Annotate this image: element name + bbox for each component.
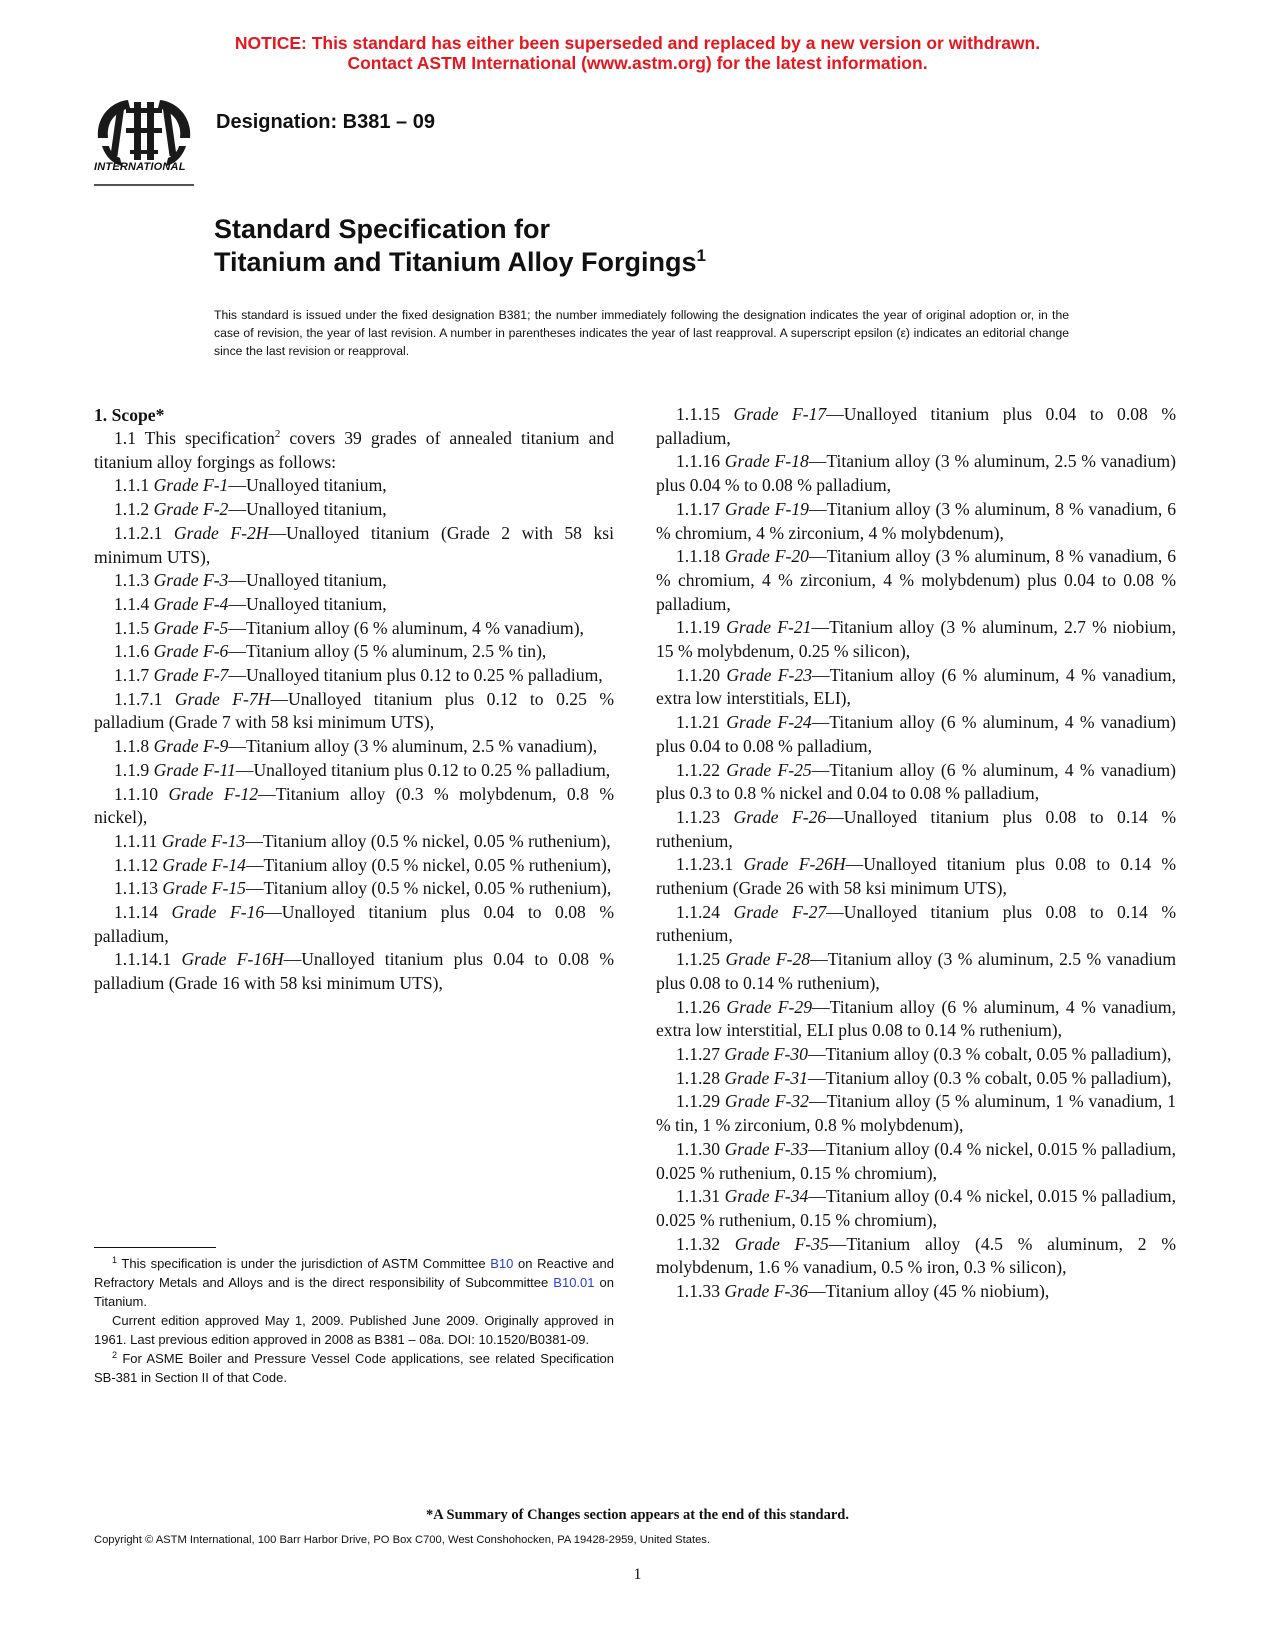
grade-item-number: 1.1.31 — [676, 1186, 720, 1207]
grade-name: Grade F-36 — [724, 1281, 808, 1302]
footnote-divider — [94, 1247, 216, 1248]
grade-name: Grade F-23 — [726, 664, 813, 685]
grade-item — [656, 1233, 1176, 1280]
footnote-2-text: For ASME Boiler and Pressure Vessel Code applications, see related Specification SB-381 in Section II of that Code. — [94, 1351, 614, 1385]
grade-description: —Titanium alloy (0.3 % cobalt, 0.05 % palladium), — [807, 1043, 1172, 1064]
grade-name: Grade F-14 — [162, 854, 246, 875]
grade-item — [656, 1090, 1176, 1137]
grade-item — [656, 901, 1176, 948]
grade-item — [656, 1280, 1176, 1304]
grade-item-number: 1.1.7.1 — [114, 688, 163, 709]
grade-name: Grade F-20 — [724, 546, 809, 567]
grade-name: Grade F-3 — [153, 570, 229, 591]
grade-name: Grade F-30 — [724, 1043, 808, 1064]
grade-description: —Titanium alloy (0.4 % nickel, 0.015 % palladium, 0.025 % ruthenium, 0.15 % chromium), — [656, 1186, 1176, 1230]
grade-description: —Unalloyed titanium (Grade 2 with 58 ksi minimum UTS), — [94, 522, 614, 567]
grade-item-number: 1.1.29 — [676, 1091, 720, 1112]
grade-item — [656, 403, 1176, 450]
grade-item — [656, 948, 1176, 995]
grade-item-number: 1.1.8 — [114, 736, 150, 757]
grade-name: Grade F-4 — [153, 593, 229, 614]
footnote-1 — [94, 1254, 614, 1311]
grade-name: Grade F-33 — [724, 1138, 809, 1159]
grade-item — [656, 450, 1176, 497]
grade-name: Grade F-25 — [726, 759, 812, 780]
grade-item — [656, 498, 1176, 545]
grade-description: —Titanium alloy (6 % aluminum, 4 % vanadium), — [228, 617, 584, 638]
title-line-2 — [214, 246, 706, 279]
grade-description: —Titanium alloy (45 % niobium), — [807, 1281, 1050, 1302]
grade-description: —Titanium alloy (0.5 % nickel, 0.05 % ruthenium), — [245, 830, 611, 851]
grade-item — [656, 1185, 1176, 1232]
grade-description: —Titanium alloy (0.3 % cobalt, 0.05 % palladium), — [807, 1067, 1172, 1088]
grade-item — [656, 1067, 1176, 1091]
grade-name: Grade F-16H — [181, 949, 284, 970]
grade-item-number: 1.1.10 — [114, 783, 158, 804]
grade-name: Grade F-6 — [153, 641, 229, 662]
grade-name: Grade F-11 — [153, 759, 236, 780]
notice-line-1: NOTICE: This standard has either been superseded and replaced by a new version or withdrawn. — [234, 33, 1041, 53]
grade-item-number: 1.1.12 — [114, 854, 158, 875]
grade-description: —Titanium alloy (3 % aluminum, 2.5 % vanadium), — [228, 736, 598, 757]
grade-item — [94, 474, 614, 498]
grade-item-number: 1.1.7 — [114, 665, 150, 686]
footnote-1-text-cont: on Reactive and Refractory Metals and Alloys and is the direct responsibility of Subcommittee — [94, 1256, 614, 1290]
grade-description: —Titanium alloy (3 % aluminum, 2.5 % vanadium) plus 0.04 % to 0.08 % palladium, — [656, 451, 1176, 496]
grade-description: —Unalloyed titanium plus 0.04 to 0.08 % palladium, — [94, 902, 614, 946]
grade-description: —Titanium alloy (6 % aluminum, 4 % vanadium) plus 0.3 to 0.8 % nickel and 0.04 to 0.08 % palladium, — [656, 759, 1176, 804]
grade-item — [94, 522, 614, 569]
section-heading-scope: 1. Scope* — [94, 405, 165, 425]
grade-description: —Titanium alloy (3 % aluminum, 2.5 % vanadium plus 0.08 to 0.14 % ruthenium), — [656, 949, 1177, 993]
grade-description: —Titanium alloy (0.4 % nickel, 0.015 % palladium, 0.025 % ruthenium, 0.15 % chromium), — [656, 1138, 1176, 1183]
grade-item — [94, 948, 614, 995]
grade-description: —Titanium alloy (6 % aluminum, 4 % vanadium, extra low interstitial, ELI plus 0.08 to 0.14 % ruthenium), — [656, 996, 1176, 1041]
grade-name: Grade F-15 — [162, 878, 246, 899]
grade-description: —Unalloyed titanium plus 0.08 to 0.14 % ruthenium, — [656, 806, 1176, 851]
grade-name: Grade F-13 — [161, 830, 246, 851]
grade-item-number: 1.1.27 — [676, 1043, 720, 1064]
grade-item-number: 1.1.5 — [114, 617, 150, 638]
grade-item-number: 1.1.11 — [114, 830, 158, 851]
grade-item — [94, 688, 614, 735]
grade-item — [656, 759, 1176, 806]
footnotes — [94, 1254, 614, 1387]
grade-description: —Unalloyed titanium plus 0.12 to 0.25 % palladium (Grade 7 with 58 ksi minimum UTS), — [94, 688, 614, 733]
grade-item — [656, 616, 1176, 663]
grade-item — [94, 877, 614, 901]
grade-item-number: 1.1.28 — [676, 1067, 720, 1088]
grade-item — [656, 711, 1176, 758]
footnote-1-edition: Current edition approved May 1, 2009. Published June 2009. Originally approved in 1961. Last previous edition approved in 2008 as B381 – 08a. DOI: 10.1520/B0381-09. — [94, 1313, 614, 1347]
grade-item-number: 1.1.3 — [114, 570, 150, 591]
grade-name: Grade F-34 — [724, 1186, 809, 1207]
grade-item — [94, 735, 614, 759]
grade-item-number: 1.1.13 — [114, 878, 158, 899]
grade-name: Grade F-9 — [153, 736, 229, 757]
grade-item-number: 1.1.23 — [676, 806, 720, 827]
designation: Designation: B381 – 09 — [216, 111, 435, 133]
grade-name: Grade F-32 — [724, 1091, 809, 1112]
scope-intro-text-cont: covers 39 grades of annealed titanium and titanium alloy forgings as follows: — [94, 428, 614, 472]
title-line-1: Standard Specification for — [214, 214, 551, 244]
grade-name: Grade F-7H — [174, 688, 271, 709]
grade-name: Grade F-28 — [725, 949, 811, 970]
footnote-1-text-end: on Titanium. — [94, 1275, 614, 1309]
grade-name: Grade F-18 — [724, 451, 809, 472]
grade-item — [94, 830, 614, 854]
title-line-2-text: Titanium and Titanium Alloy Forgings — [214, 247, 697, 277]
footnote-2-marker: 2 — [112, 1350, 118, 1360]
grade-name: Grade F-31 — [724, 1067, 808, 1088]
footnote-ref-2: 2 — [274, 428, 281, 440]
scope-intro-text: 1.1 This specification — [114, 428, 275, 448]
grade-description: —Unalloyed titanium, — [228, 475, 387, 496]
grade-item-number: 1.1.26 — [676, 996, 720, 1017]
title-footnote-ref: 1 — [696, 246, 706, 265]
grade-name: Grade F-21 — [726, 617, 812, 638]
grade-item-number: 1.1.30 — [676, 1138, 720, 1159]
grade-description: —Titanium alloy (3 % aluminum, 2.7 % niobium, 15 % molybdenum, 0.25 % silicon), — [656, 617, 1176, 662]
grade-item — [94, 498, 614, 522]
grade-description: —Titanium alloy (5 % aluminum, 2.5 % tin), — [228, 641, 547, 662]
column-left — [94, 403, 614, 996]
grade-item-number: 1.1.20 — [676, 664, 720, 685]
grade-item-number: 1.1.33 — [676, 1281, 720, 1302]
grade-list-right — [656, 403, 1176, 1304]
grade-item-number: 1.1.6 — [114, 641, 150, 662]
grade-description: —Titanium alloy (6 % aluminum, 4 % vanadium, extra low interstitials, ELI), — [656, 664, 1176, 709]
grade-name: Grade F-16 — [171, 902, 265, 923]
grade-item — [656, 853, 1176, 900]
grade-item — [94, 759, 614, 783]
grade-name: Grade F-24 — [726, 712, 812, 733]
grade-item — [656, 664, 1176, 711]
grade-name: Grade F-35 — [734, 1233, 829, 1254]
grade-description: —Unalloyed titanium, — [228, 499, 387, 520]
grade-name: Grade F-7 — [153, 665, 229, 686]
committee-b10-link[interactable]: B10 — [490, 1256, 514, 1271]
grade-name: Grade F-1 — [153, 475, 229, 496]
grade-description: —Titanium alloy (0.5 % nickel, 0.05 % ruthenium), — [245, 854, 612, 875]
grade-item-number: 1.1.1 — [114, 475, 150, 496]
grade-item — [94, 901, 614, 948]
grade-description: —Unalloyed titanium plus 0.12 to 0.25 % palladium, — [228, 665, 603, 686]
grade-item — [94, 640, 614, 664]
grade-item — [94, 593, 614, 617]
grade-item — [656, 1043, 1176, 1067]
grade-name: Grade F-5 — [153, 617, 229, 638]
grade-item-number: 1.1.4 — [114, 593, 150, 614]
logo-text: INTERNATIONAL — [94, 161, 186, 173]
grade-description: —Titanium alloy (4.5 % aluminum, 2 % molybdenum, 1.6 % vanadium, 0.5 % iron, 0.3 % silicon), — [656, 1233, 1176, 1278]
grade-description: —Titanium alloy (0.5 % nickel, 0.05 % ruthenium), — [245, 878, 612, 899]
grade-name: Grade F-12 — [168, 783, 259, 804]
grade-item — [656, 806, 1176, 853]
grade-name: Grade F-27 — [733, 901, 827, 922]
grade-item — [656, 545, 1176, 616]
grade-item-number: 1.1.17 — [676, 498, 720, 519]
grade-item-number: 1.1.9 — [114, 759, 150, 780]
footnote-1-marker: 1 — [112, 1255, 118, 1265]
notice-line-2: Contact ASTM International (www.astm.org) for the latest information. — [347, 53, 928, 73]
grade-description: —Unalloyed titanium, — [228, 593, 387, 614]
grade-description: —Unalloyed titanium plus 0.08 to 0.14 % ruthenium (Grade 26 with 58 ksi minimum UTS), — [656, 854, 1176, 899]
grade-name: Grade F-19 — [724, 498, 809, 519]
issuance-statement: This standard is issued under the fixed designation B381; the number immediately following the designation indicates the year of original adoption or, in the case of revision, the year of last revision. A number in parentheses indicates the year of last reapproval. A superscript epsilon (ε) indicates an editorial change since the last revision or reapproval. — [214, 308, 1069, 358]
grade-item-number: 1.1.21 — [676, 712, 720, 733]
grade-description: —Titanium alloy (6 % aluminum, 4 % vanadium) plus 0.04 to 0.08 % palladium, — [656, 712, 1176, 756]
grade-item — [94, 664, 614, 688]
grade-item — [656, 996, 1176, 1043]
grade-description: —Unalloyed titanium plus 0.12 to 0.25 % palladium, — [235, 759, 611, 780]
grade-name: Grade F-26H — [743, 854, 846, 875]
grade-item-number: 1.1.25 — [676, 949, 720, 970]
astm-logo — [90, 88, 198, 188]
grade-item-number: 1.1.32 — [676, 1233, 720, 1254]
grade-item-number: 1.1.15 — [676, 404, 720, 424]
grade-item-number: 1.1.24 — [676, 901, 720, 922]
grade-description: —Unalloyed titanium plus 0.08 to 0.14 % ruthenium, — [656, 901, 1176, 946]
copyright: Copyright © ASTM International, 100 Barr Harbor Drive, PO Box C700, West Conshohocken, PA 19428-2959, United States. — [94, 1534, 710, 1546]
grade-description: —Unalloyed titanium plus 0.04 to 0.08 % palladium (Grade 16 with 58 ksi minimum UTS), — [94, 949, 614, 994]
grade-item-number: 1.1.2.1 — [114, 522, 163, 543]
grade-item-number: 1.1.18 — [676, 546, 720, 567]
withdrawn-notice — [0, 33, 1275, 73]
astm-logo-mark — [90, 88, 198, 188]
grade-name: Grade F-2 — [153, 499, 229, 520]
grade-item-number: 1.1.19 — [676, 617, 720, 638]
grade-description: —Unalloyed titanium plus 0.04 to 0.08 % palladium, — [656, 404, 1176, 448]
grade-item — [94, 854, 614, 878]
scope-intro — [94, 427, 614, 474]
grade-item-number: 1.1.2 — [114, 499, 150, 520]
grade-item — [94, 569, 614, 593]
subcommittee-b10-01-link[interactable]: B10.01 — [553, 1275, 595, 1290]
page-number: 1 — [633, 1566, 642, 1583]
grade-item — [94, 783, 614, 830]
grade-list-left — [94, 474, 614, 995]
document-title — [214, 213, 706, 279]
column-right — [656, 403, 1176, 1304]
grade-name: Grade F-26 — [733, 806, 827, 827]
grade-item-number: 1.1.22 — [676, 759, 720, 780]
grade-item-number: 1.1.23.1 — [676, 854, 734, 875]
grade-item-number: 1.1.14 — [114, 902, 158, 923]
grade-name: Grade F-17 — [733, 404, 827, 424]
grade-description: —Titanium alloy (3 % aluminum, 8 % vanadium, 6 % chromium, 4 % zirconium, 4 % molybdenum) plus 0.04 to 0.08 % palladium, — [656, 546, 1176, 614]
grade-name: Grade F-2H — [173, 522, 269, 543]
grade-item-number: 1.1.14.1 — [114, 949, 172, 970]
footnote-1-text: This specification is under the jurisdiction of ASTM Committee — [117, 1256, 491, 1271]
grade-description: —Titanium alloy (3 % aluminum, 8 % vanadium, 6 % chromium, 4 % zirconium, 4 % molybdenum), — [656, 498, 1176, 543]
footnote-2 — [94, 1349, 614, 1387]
grade-item — [94, 617, 614, 641]
grade-description: —Titanium alloy (5 % aluminum, 1 % vanadium, 1 % tin, 1 % zirconium, 0.8 % molybdenum), — [656, 1091, 1176, 1136]
grade-item — [656, 1138, 1176, 1185]
grade-description: —Unalloyed titanium, — [228, 570, 387, 591]
grade-item-number: 1.1.16 — [676, 451, 720, 472]
summary-of-changes-note: *A Summary of Changes section appears at the end of this standard. — [426, 1507, 849, 1523]
grade-description: —Titanium alloy (0.3 % molybdenum, 0.8 % nickel), — [94, 783, 614, 828]
grade-name: Grade F-29 — [726, 996, 813, 1017]
